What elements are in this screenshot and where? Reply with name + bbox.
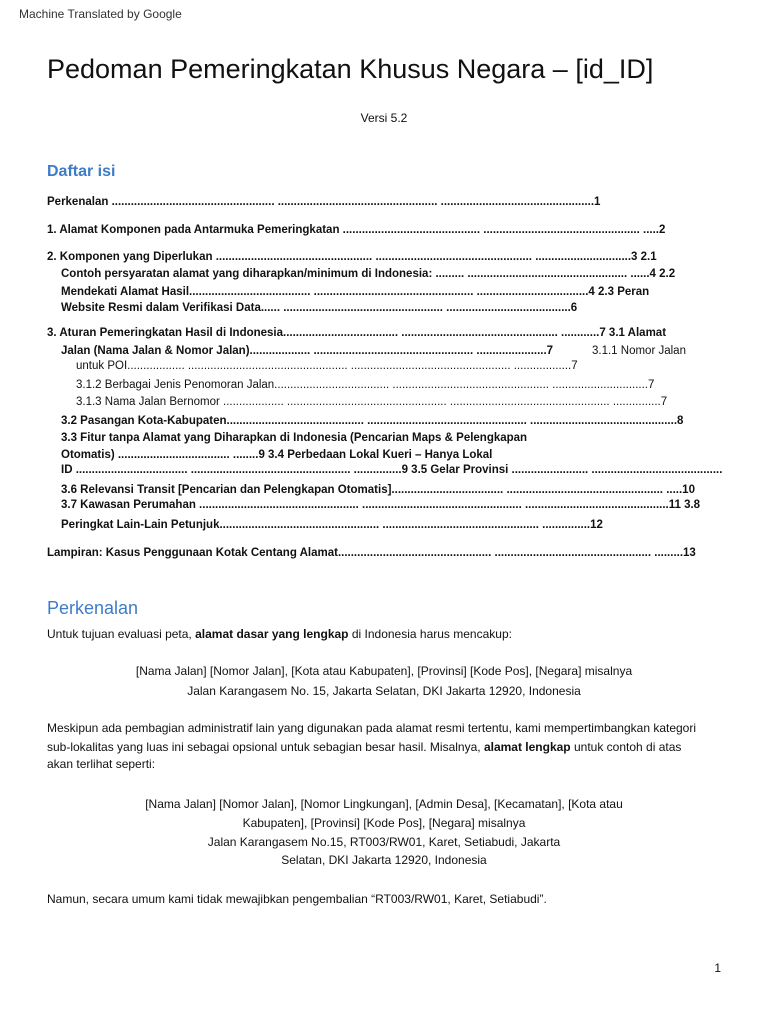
toc-entry-3-3[interactable]: 3.3 Fitur tanpa Alamat yang Diharapkan di Indonesia (Pencarian Maps & Pelengkapan	[61, 432, 528, 444]
toc-entry-3-1[interactable]: Jalan (Nama Jalan & Nomor Jalan)................... .................................................. ......................7	[61, 345, 554, 357]
address-example-full-line-2: Selatan, DKI Jakarta 12920, Indonesia	[281, 853, 487, 867]
address-format-full-line-1: [Nama Jalan] [Nomor Jalan], [Nomor Lingkungan], [Admin Desa], [Kecamatan], [Kota atau	[145, 797, 623, 811]
intro-paragraph-2-line-1: Meskipun ada pembagian administratif lain yang digunakan pada alamat resmi tertentu, kami mempertimbangkan kategori	[47, 721, 697, 735]
toc-entry-3-4[interactable]: Otomatis) ................................... ........9 3.4 Perbedaan Lokal Kueri – Hanya Lokal	[61, 449, 493, 461]
address-format-basic: [Nama Jalan] [Nomor Jalan], [Kota atau Kabupaten], [Provinsi] [Kode Pos], [Negara] misalnya	[135, 664, 633, 678]
intro-paragraph-2-line-2: sub-lokalitas yang luas ini sebagai opsional untuk sebagian besar hasil. Misalnya, alamat lengkap untuk contoh di atas	[47, 740, 682, 754]
toc-entry-3-8[interactable]: Peringkat Lain-Lain Petunjuk.................................................. ................................................. ...............12	[61, 519, 603, 531]
toc-entry-2-2[interactable]: Mendekati Alamat Hasil...................................... .................................................. ...................................4 2.3 Peran	[61, 286, 650, 298]
toc-entry-3-1-1[interactable]: 3.1.1 Nomor Jalan	[592, 345, 686, 357]
toc-entry-3-5[interactable]: ID ................................... .................................................. ...............9 3.5 Gelar Provinsi ........................ .........................................	[61, 464, 723, 476]
toc-entry-3-1-3[interactable]: 3.1.3 Nama Jalan Bernomor ................... .................................................. .................................................. ...............7	[76, 396, 668, 408]
intro-paragraph-2-line-3: akan terlihat seperti:	[47, 757, 156, 771]
intro-paragraph-1: Untuk tujuan evaluasi peta, alamat dasar yang lengkap di Indonesia harus mencakup:	[47, 627, 512, 641]
toc-heading: Daftar isi	[47, 163, 116, 180]
toc-entry-3[interactable]: 3. Aturan Pemeringkatan Hasil di Indonesia.................................... ................................................. ............7 3.1 Alamat	[47, 327, 667, 339]
toc-entry-1[interactable]: 1. Alamat Komponen pada Antarmuka Pemeringkatan ........................................... ................................................. .....2	[47, 224, 666, 236]
page-number: 1	[714, 961, 721, 975]
machine-translated-banner: Machine Translated by Google	[19, 7, 182, 21]
toc-entry-2-1[interactable]: Contoh persyaratan alamat yang diharapkan/minimum di Indonesia: ......... .................................................. ......4 2.2	[61, 268, 676, 280]
address-example-basic: Jalan Karangasem No. 15, Jakarta Selatan, DKI Jakarta 12920, Indonesia	[187, 684, 581, 698]
address-example-full-line-1: Jalan Karangasem No.15, RT003/RW01, Karet, Setiabudi, Jakarta	[207, 835, 561, 849]
version-label: Versi 5.2	[360, 111, 408, 125]
toc-entry-3-7[interactable]: 3.7 Kawasan Perumahan .................................................. .................................................. .............................................11 3.8	[61, 499, 701, 511]
toc-entry-3-6[interactable]: 3.6 Relevansi Transit [Pencarian dan Pelengkapan Otomatis]................................... ................................................. .....10	[61, 484, 695, 496]
intro-heading: Perkenalan	[47, 598, 139, 618]
toc-entry-3-2[interactable]: 3.2 Pasangan Kota-Kabupaten........................................... .................................................. ..............................................8	[61, 415, 684, 427]
toc-entry-intro[interactable]: Perkenalan ................................................... .................................................. ................................................1	[47, 196, 601, 208]
intro-paragraph-3: Namun, secara umum kami tidak mewajibkan pengembalian “RT003/RW01, Karet, Setiabudi”.	[47, 892, 547, 906]
toc-entry-appendix[interactable]: Lampiran: Kasus Penggunaan Kotak Centang Alamat................................................ ................................................. .........13	[47, 547, 696, 559]
toc-entry-3-1-2[interactable]: 3.1.2 Berbagai Jenis Penomoran Jalan.................................... ................................................. ..............................7	[76, 379, 655, 391]
toc-entry-2-3[interactable]: Website Resmi dalam Verifikasi Data...... .................................................. .......................................6	[61, 302, 578, 314]
address-format-full-line-2: Kabupaten], [Provinsi] [Kode Pos], [Negara] misalnya	[242, 816, 526, 830]
document-title: Pedoman Pemeringkatan Khusus Negara – [id_ID]	[47, 54, 654, 84]
toc-entry-2[interactable]: 2. Komponen yang Diperlukan ................................................. ................................................. ..............................3 2.1	[47, 251, 657, 263]
toc-entry-3-1-1-cont[interactable]: untuk POI.................. .................................................. .................................................. ..................7	[76, 360, 578, 372]
